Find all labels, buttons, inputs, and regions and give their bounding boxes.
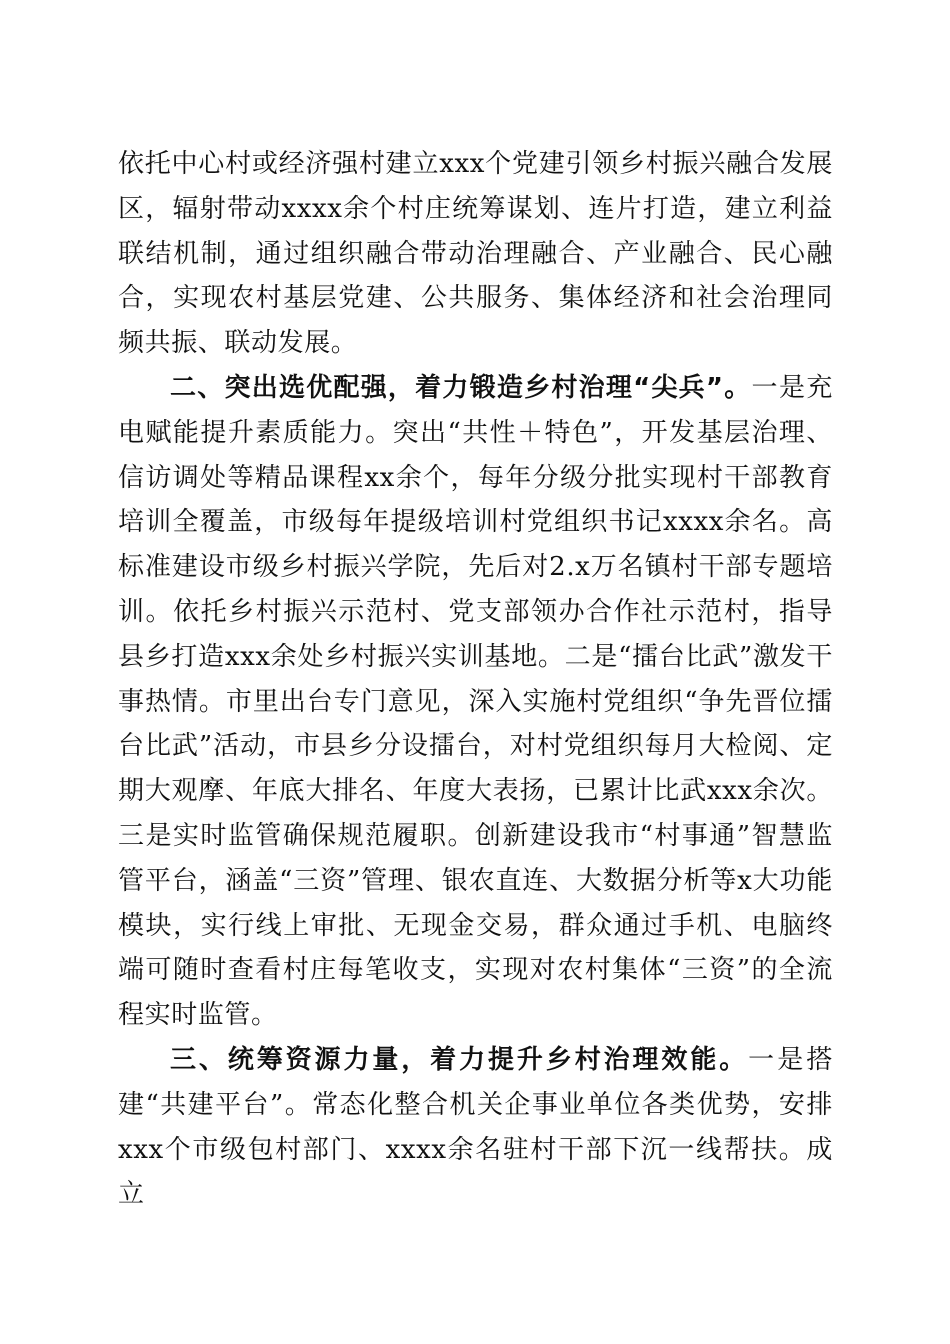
paragraph-text: 一是充电赋能提升素质能力。突出“共性＋特色”，开发基层治理、信访调处等精品课程xx余个，每年分级分批实现村干部教育培训全覆盖，市级每年提级培训村党组织书记xxxx余名。高标准建设市级乡村振兴学院，先后对2.x万名镇村干部专题培训。依托乡村振兴示范村、党支部领办合作社示范村，指导县乡打造xxx余处乡村振兴实训基地。二是“擂台比武”激发干事热情。市里出台专门意见，深入实施村党组织“争先晋位擂台比武”活动，市县乡分设擂台，对村党组织每月大检阅、定期大观摩、年底大排名、年度大表扬，已累计比武xxx余次。三是实时监管确保规范履职。创新建设我市“村事通”智慧监管平台，涵盖“三资”管理、银农直连、大数据分析等x大功能模块，实行线上审批、无现金交易，群众通过手机、电脑终端可随时查看村庄每笔收支，实现对农村集体“三资”的全流程实时监管。: [118, 372, 833, 1031]
paragraph-text: 依托中心村或经济强村建立xxx个党建引领乡村振兴融合发展区，辐射带动xxxx余个村庄统筹谋划、连片打造，建立利益联结机制，通过组织融合带动治理融合、产业融合、民心融合，实现农村基层党建、公共服务、集体经济和社会治理同频共振、联动发展。: [118, 149, 833, 359]
section-heading: 三、统筹资源力量，着力提升乡村治理效能。: [170, 1044, 749, 1075]
paragraph-section-two: [118, 366, 833, 1038]
document-body: [118, 142, 833, 1217]
paragraph-continuation: [118, 142, 833, 366]
paragraph-section-three: [118, 1038, 833, 1217]
section-heading: 二、突出选优配强，着力锻造乡村治理“尖兵”。: [170, 372, 752, 403]
paragraph-text: 一是搭建“共建平台”。常态化整合机关企事业单位各类优势，安排xxx个市级包村部门、xxxx余名驻村干部下沉一线帮扶。成立: [118, 1044, 833, 1210]
